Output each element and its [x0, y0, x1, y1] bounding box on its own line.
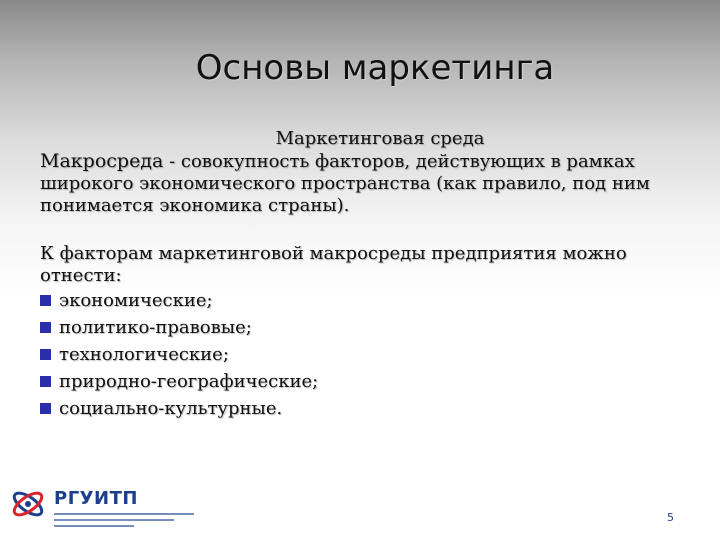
- factors-list: [40, 287, 680, 422]
- list-item: социально-культурные.: [40, 395, 680, 422]
- list-item: экономические;: [40, 287, 680, 314]
- square-bullet-icon: [40, 295, 51, 306]
- atom-logo-icon: [8, 478, 52, 530]
- square-bullet-icon: [40, 322, 51, 333]
- list-item: политико-правовые;: [40, 314, 680, 341]
- section-subtitle: Маркетинговая среда: [275, 128, 485, 149]
- slide-title: Основы маркетинга: [195, 48, 555, 88]
- page-number: 5: [667, 511, 674, 524]
- definition-term: Макросреда: [40, 150, 164, 172]
- definition-text: - совокупность факторов, действующих в рамках широкого экономического пространства (как правило, под ним понимается экономика страны).: [40, 151, 650, 216]
- definition-paragraph: [40, 150, 680, 217]
- logo-name: РГУИТП: [54, 488, 138, 509]
- square-bullet-icon: [40, 403, 51, 414]
- slide-content: [40, 128, 680, 422]
- factors-intro: К факторам маркетинговой макросреды предприятия можно отнести:: [40, 243, 627, 286]
- square-bullet-icon: [40, 349, 51, 360]
- university-logo: [8, 478, 208, 534]
- square-bullet-icon: [40, 376, 51, 387]
- logo-fineprint: [54, 512, 204, 534]
- list-item: природно-географические;: [40, 368, 680, 395]
- list-item: технологические;: [40, 341, 680, 368]
